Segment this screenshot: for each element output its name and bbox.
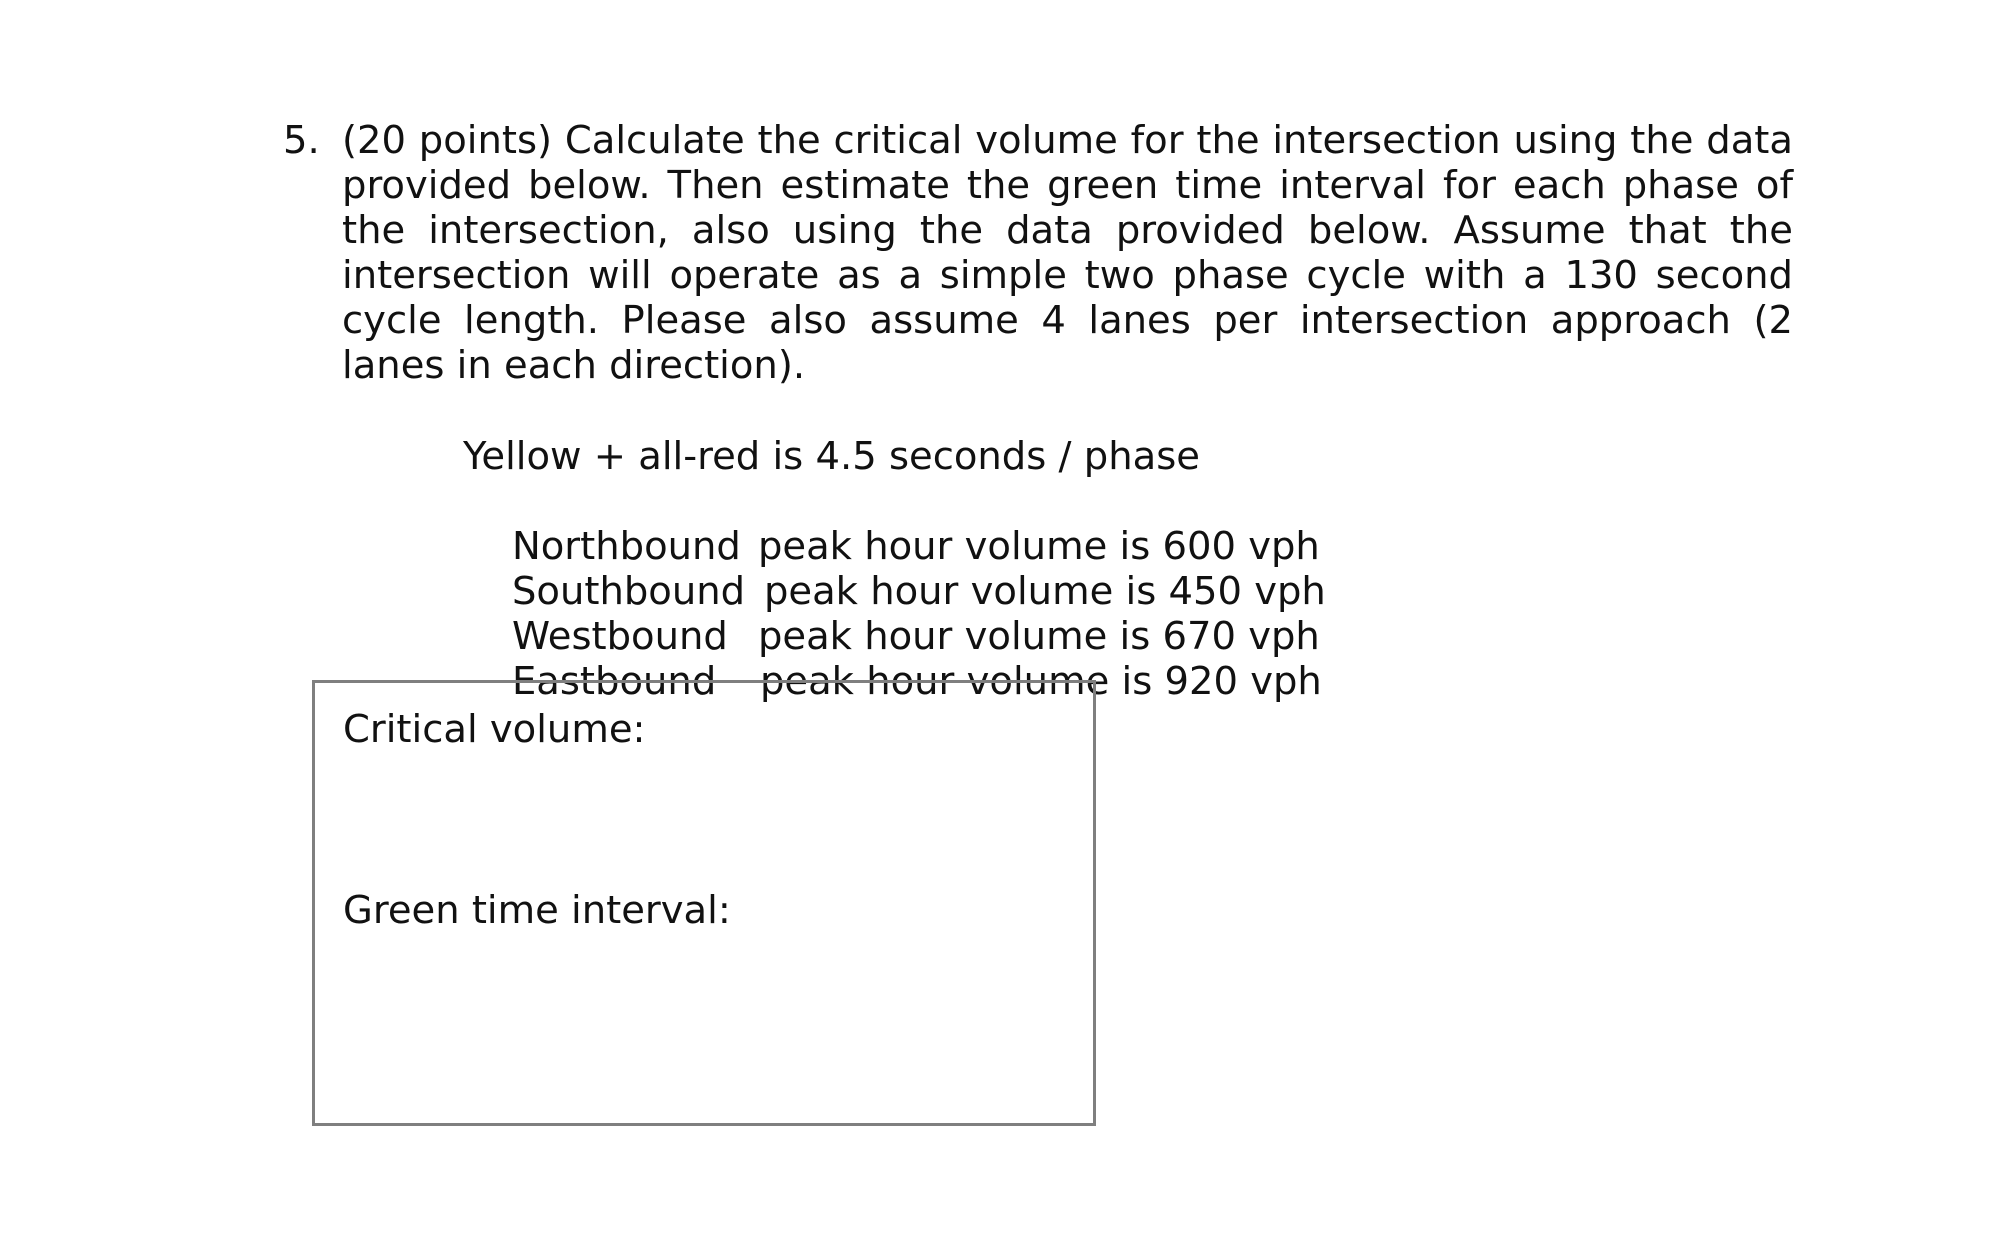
question-text: (20 points) Calculate the critical volume for the intersection using the data provided below. Then estimate the green time interval for each phase of the intersection, also using the data provided below. Assume that the intersection will operate as a simple two phase cycle with a 130 second cycle length. Please also assume 4 lanes per intersection approach (2 lanes in each direction). <box>342 118 1793 388</box>
volume-value: peak hour volume is 600 vph <box>757 524 1320 569</box>
volume-value: peak hour volume is 920 vph <box>759 659 1322 704</box>
yellow-all-red-line: Yellow + all-red is 4.5 seconds / phase <box>463 434 1200 479</box>
direction-label: Southbound <box>511 569 746 614</box>
direction-label: Northbound <box>511 524 741 569</box>
green-time-interval-label: Green time interval: <box>343 888 731 933</box>
question-block <box>283 118 1793 388</box>
volume-value: peak hour volume is 450 vph <box>763 569 1326 614</box>
given-data-list <box>463 434 1326 704</box>
given-row-northbound <box>463 479 1326 569</box>
direction-label: Eastbound <box>511 659 717 704</box>
answer-box[interactable] <box>312 680 1096 1126</box>
critical-volume-label: Critical volume: <box>343 707 646 752</box>
direction-label: Westbound <box>511 614 728 659</box>
volume-value: peak hour volume is 670 vph <box>757 614 1320 659</box>
question-number: 5. <box>283 118 320 163</box>
